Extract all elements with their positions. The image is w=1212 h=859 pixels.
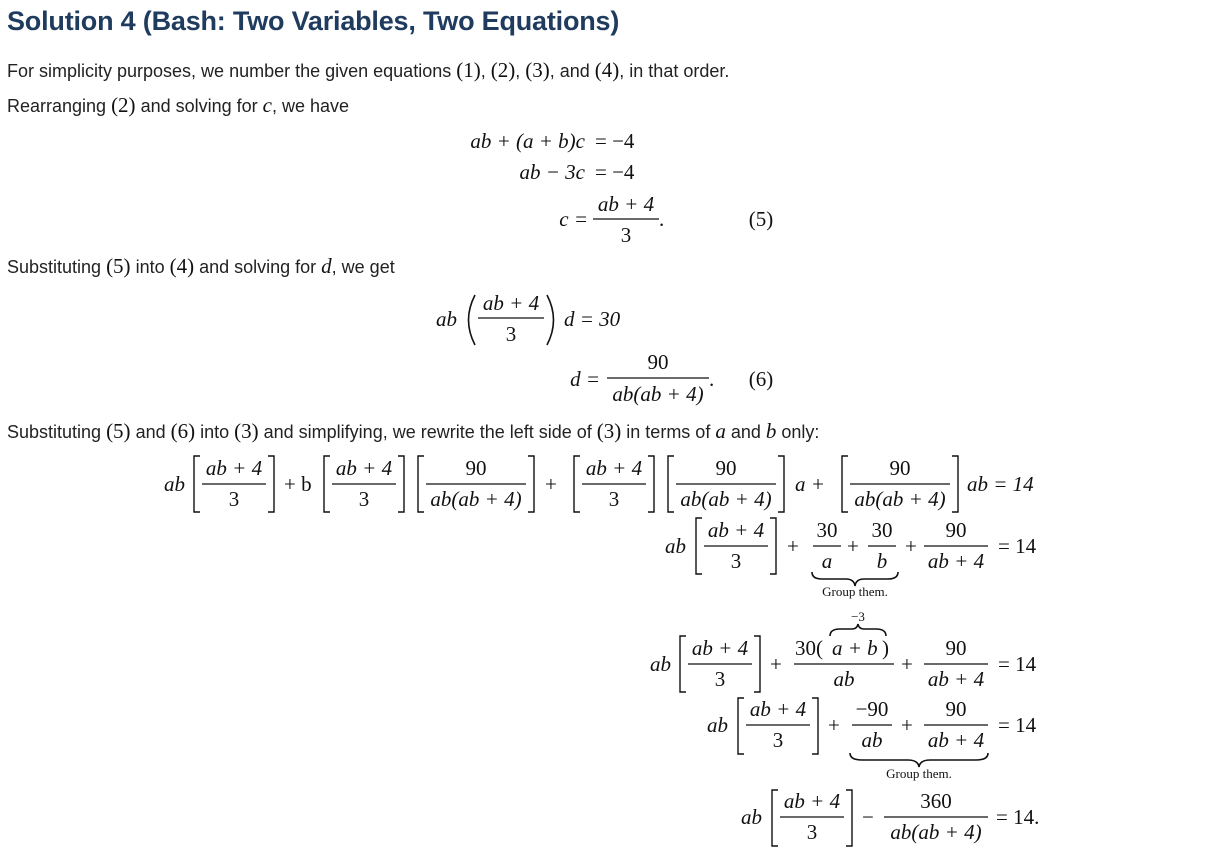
fraction-denominator: ab(ab + 4) bbox=[612, 382, 704, 406]
variable: b bbox=[765, 419, 777, 443]
eq-ref: (3) bbox=[525, 58, 550, 82]
text: , in that order. bbox=[619, 61, 730, 81]
equation-tag: (5) bbox=[748, 207, 774, 231]
brace-label: Group them. bbox=[886, 766, 952, 781]
eq-rest: = 14 bbox=[998, 534, 1037, 558]
left-bracket bbox=[418, 456, 424, 512]
eq-lhs: d = bbox=[570, 367, 600, 391]
equation-block-1 bbox=[0, 120, 1212, 250]
fraction-denominator: 3 bbox=[505, 322, 517, 346]
eq-lhs: ab + (a + b)c bbox=[470, 129, 585, 153]
fraction-denominator: ab(ab + 4) bbox=[854, 487, 946, 511]
fraction-numerator: 360 bbox=[920, 789, 952, 813]
left-bracket bbox=[668, 456, 674, 512]
underbrace bbox=[850, 753, 988, 767]
fraction-denominator: ab(ab + 4) bbox=[890, 820, 982, 844]
fraction-numerator: 30 bbox=[871, 518, 893, 542]
eq-term: ab bbox=[741, 805, 762, 829]
rearranging-paragraph bbox=[7, 93, 349, 118]
fraction-numerator: 90 bbox=[465, 456, 487, 480]
substituting-5-paragraph bbox=[7, 254, 395, 279]
right-paren bbox=[547, 295, 554, 345]
eq-term: ab bbox=[650, 652, 671, 676]
fraction-denominator: 3 bbox=[620, 223, 632, 247]
left-bracket bbox=[194, 456, 200, 512]
fraction-numerator: 90 bbox=[647, 350, 669, 374]
section-heading: Solution 4 (Bash: Two Variables, Two Equations) bbox=[7, 6, 620, 36]
equation-row-2 bbox=[665, 518, 1037, 599]
fraction-denominator: 3 bbox=[806, 820, 818, 844]
eq-op: + bbox=[901, 652, 913, 676]
eq-rest: d = 30 bbox=[564, 307, 621, 331]
text: For simplicity purposes, we number the given equations bbox=[7, 61, 457, 81]
fraction-denominator: ab + 4 bbox=[927, 728, 985, 752]
eq-op: + bbox=[828, 713, 840, 737]
eq-rest: = 14 bbox=[998, 713, 1037, 737]
fraction-numerator: 90 bbox=[945, 518, 967, 542]
fraction-denominator: ab + 4 bbox=[927, 549, 985, 573]
right-bracket bbox=[754, 636, 760, 692]
fraction-denominator: ab(ab + 4) bbox=[680, 487, 772, 511]
fraction-numerator: ab + 4 bbox=[707, 518, 765, 542]
text: Substituting bbox=[7, 257, 107, 277]
variable: d bbox=[321, 254, 332, 278]
right-bracket bbox=[528, 456, 534, 512]
text: , we have bbox=[271, 96, 350, 116]
fraction-numerator: ab + 4 bbox=[691, 636, 749, 660]
text: and bbox=[725, 422, 766, 442]
variable: a bbox=[715, 419, 726, 443]
eq-rhs: = −4 bbox=[595, 160, 635, 184]
substituting-5-6-paragraph bbox=[7, 419, 819, 444]
right-bracket bbox=[812, 698, 818, 754]
text: into bbox=[130, 257, 170, 277]
right-bracket bbox=[648, 456, 654, 512]
eq-op: − bbox=[862, 805, 874, 829]
fraction-numerator: ab + 4 bbox=[335, 456, 393, 480]
eq-op: a + bbox=[795, 472, 825, 496]
fraction-numerator: ab + 4 bbox=[749, 697, 807, 721]
equation-row-1 bbox=[164, 456, 1034, 512]
fraction-numerator: 90 bbox=[889, 456, 911, 480]
fraction-denominator: ab bbox=[833, 667, 855, 691]
eq-op: + bbox=[847, 534, 859, 558]
eq-lhs: c = bbox=[559, 207, 588, 231]
text: , bbox=[480, 61, 491, 81]
eq-ref: (4) bbox=[594, 58, 620, 82]
eq-op: + bbox=[905, 534, 917, 558]
text: and simplifying, we rewrite the left side of bbox=[258, 422, 597, 442]
left-bracket bbox=[324, 456, 330, 512]
fraction-denominator: ab bbox=[861, 728, 883, 752]
fraction-denominator: 3 bbox=[608, 487, 620, 511]
fraction-denominator: b bbox=[876, 549, 888, 573]
punctuation: . bbox=[659, 207, 665, 231]
overbrace bbox=[830, 624, 886, 636]
right-bracket bbox=[398, 456, 404, 512]
fraction-numerator-part: a + b bbox=[832, 636, 878, 660]
fraction-denominator: a bbox=[821, 549, 833, 573]
left-bracket bbox=[574, 456, 580, 512]
left-bracket bbox=[680, 636, 686, 692]
text: in terms of bbox=[621, 422, 716, 442]
equation-block-2 bbox=[0, 285, 1212, 415]
eq-term: ab bbox=[164, 472, 185, 496]
fraction-numerator: ab + 4 bbox=[205, 456, 263, 480]
fraction-numerator: ab + 4 bbox=[597, 192, 655, 216]
fraction-numerator: 90 bbox=[945, 697, 967, 721]
eq-ref: (2) bbox=[490, 58, 516, 82]
left-paren bbox=[469, 295, 476, 345]
left-bracket bbox=[696, 518, 702, 574]
eq-rest: ab = 14 bbox=[967, 472, 1034, 496]
equation-row-3 bbox=[650, 609, 1037, 692]
equation-block-3 bbox=[0, 450, 1212, 859]
eq-ref: (4) bbox=[169, 254, 195, 278]
fraction-numerator-part: ) bbox=[882, 636, 889, 660]
fraction-numerator: 90 bbox=[715, 456, 737, 480]
text: into bbox=[195, 422, 235, 442]
eq-ref: (1) bbox=[456, 58, 481, 82]
fraction-numerator: −90 bbox=[855, 697, 889, 721]
eq-ref: (5) bbox=[106, 254, 131, 278]
eq-lhs: ab − 3c bbox=[519, 160, 585, 184]
equation-row-4 bbox=[707, 697, 1037, 781]
fraction-denominator: 3 bbox=[358, 487, 370, 511]
eq-rest: = 14 bbox=[998, 652, 1037, 676]
text: , and bbox=[549, 61, 595, 81]
right-bracket bbox=[770, 518, 776, 574]
eq-term: ab bbox=[707, 713, 728, 737]
right-bracket bbox=[268, 456, 274, 512]
fraction-denominator: ab + 4 bbox=[927, 667, 985, 691]
eq-op: + bbox=[787, 534, 799, 558]
fraction-denominator: ab(ab + 4) bbox=[430, 487, 522, 511]
eq-ref: (3) bbox=[596, 419, 622, 443]
eq-ref: (5) bbox=[106, 419, 131, 443]
text: Rearranging bbox=[7, 96, 112, 116]
variable: c bbox=[262, 93, 272, 117]
eq-ref: (2) bbox=[111, 93, 136, 117]
overbrace-label: −3 bbox=[851, 609, 865, 624]
eq-term: ab bbox=[436, 307, 457, 331]
fraction-numerator: ab + 4 bbox=[585, 456, 643, 480]
left-bracket bbox=[842, 456, 848, 512]
right-bracket bbox=[846, 790, 852, 846]
eq-rhs: = −4 bbox=[595, 129, 635, 153]
eq-rest: = 14. bbox=[996, 805, 1040, 829]
fraction-numerator: 30 bbox=[816, 518, 838, 542]
text: and solving for bbox=[135, 96, 263, 116]
text: and solving for bbox=[194, 257, 322, 277]
left-bracket bbox=[772, 790, 778, 846]
intro-paragraph bbox=[7, 58, 729, 83]
right-bracket bbox=[952, 456, 958, 512]
text: Substituting bbox=[7, 422, 107, 442]
text: , we get bbox=[331, 257, 395, 277]
fraction-denominator: 3 bbox=[228, 487, 240, 511]
eq-ref: (3) bbox=[234, 419, 259, 443]
fraction-numerator-part: 30( bbox=[795, 636, 823, 660]
eq-op: + bbox=[545, 472, 557, 496]
eq-op: + bbox=[901, 713, 913, 737]
left-bracket bbox=[738, 698, 744, 754]
fraction-denominator: 3 bbox=[714, 667, 726, 691]
fraction-numerator: 90 bbox=[945, 636, 967, 660]
text: only: bbox=[776, 422, 820, 442]
eq-op: + bbox=[770, 652, 782, 676]
text: and bbox=[130, 422, 171, 442]
equation-tag: (6) bbox=[748, 367, 774, 391]
eq-ref: (6) bbox=[170, 419, 196, 443]
fraction-denominator: 3 bbox=[772, 728, 784, 752]
eq-term: ab bbox=[665, 534, 686, 558]
right-bracket bbox=[778, 456, 784, 512]
punctuation: . bbox=[709, 367, 715, 391]
eq-op: + b bbox=[284, 472, 312, 496]
brace-label: Group them. bbox=[822, 584, 888, 599]
fraction-numerator: ab + 4 bbox=[783, 789, 841, 813]
fraction-numerator: ab + 4 bbox=[482, 291, 540, 315]
text: , bbox=[515, 61, 526, 81]
equation-row-5 bbox=[741, 789, 1039, 846]
fraction-denominator: 3 bbox=[730, 549, 742, 573]
